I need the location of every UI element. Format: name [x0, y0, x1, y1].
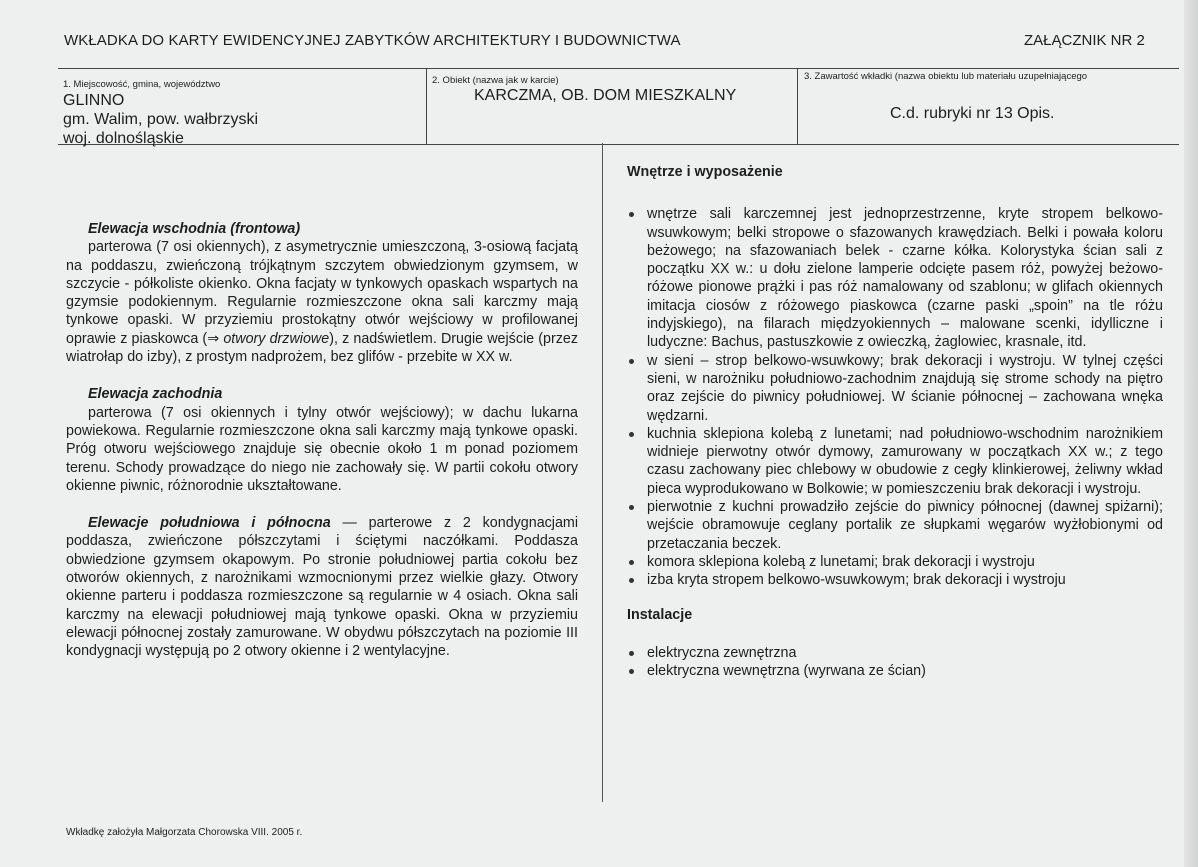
- document-title: WKŁADKA DO KARTY EWIDENCYJNEJ ZABYTKÓW ARCHITEKTURY I BUDOWNICTWA: [64, 32, 681, 49]
- object-box: [426, 69, 798, 144]
- east-elevation-text-end: ), z nadświetlem. Drugie wejście (przez wiatrołap do izby), z prostym nadprożem, bez glifów - przebite w XX w.: [66, 330, 578, 366]
- location-voivodeship: woj. dolnośląskie: [63, 130, 184, 147]
- object-name: KARCZMA, OB. DOM MIESZKALNY: [474, 87, 737, 104]
- list-item: wnętrze sali karczemnej jest jednoprzestrzenne, kryte stropem belkowo-wsuwkowym; belki stropowe o sfazowanych krawędziach. Belki i powała koloru beżowego; na sfazowaniach belek - czarne kółka. Kolorystyka ścian sali z początku XX w.: u dołu zielone lamperie odcięte pasem róż, powyżej beżowo-różowe pionowe prążki i pas róż namalowany od szablonu; w glifach okiennych imitacja ciosów z różowego piaskowca (czarne paski „spoin” na tle różu indyjskiego), na filarach międzyokiennych – malowane scenki, idylliczne i ludyczne: Bachus, pastuszkowie z owieczką, żaglowiec, krasnale, itd.: [627, 205, 1163, 351]
- interior-heading: Wnętrze i wyposażenie: [627, 164, 783, 180]
- list-item: elektryczna zewnętrzna: [627, 644, 1163, 662]
- location-box: [58, 69, 425, 147]
- list-item: elektryczna wewnętrzna (wyrwana ze ścian): [627, 662, 1163, 680]
- east-elevation-text: parterowa (7 osi okiennych), z asymetrycznie umieszczoną, 3-osiową facjatą na poddaszu, zwieńczoną trójkątnym szczytem obwiedzionym gzymsem, w szczycie - półkoliste okienko. Okna facjaty w tynkowych opaskach wspartych na gzymsie podokiennym. Regularnie rozmieszczone okna sali karczmy mają tynkowe opaski. W przyziemiu prostokątny otwór wejściowy w profilowanej oprawie z piaskowca (⇒: [66, 239, 578, 347]
- south-north-elevation-section: [66, 514, 578, 660]
- info-boxes: [58, 68, 1179, 145]
- east-elevation-section: [66, 220, 578, 366]
- installations-heading: Instalacje: [627, 606, 693, 623]
- interior-column: [627, 163, 1163, 680]
- location-label: 1. Miejscowość, gmina, województwo: [63, 79, 221, 90]
- object-label: 2. Obiekt (nazwa jak w karcie): [432, 75, 559, 86]
- south-north-elevation-text: — parterowe z 2 kondygnacjami poddasza, zwieńczone półszczytami i ściętymi naczółkami. Poddasza obwiedzione gzymsem okapowym. Po stronie południowej partia cokołu bez otworów okiennych, z narożnikami wzmocnionymi przez wielkie głazy. Otwory okienne parteru i poddasza rozmieszczone są regularnie w 4 osiach. Okna sali karczmy na elewacji południowej mają tynkowe opaski. Okna w przyziemiu elewacji północnej zostały zamurowane. W obydwu półszczytach na poziomie III kondygnacji występują po 2 otwory okienne i 2 wentylacyjne.: [66, 515, 579, 660]
- list-item: izba kryta stropem belkowo-wsuwkowym; brak dekoracji i wystroju: [627, 571, 1163, 589]
- south-north-elevation-heading: Elewacje południowa i północna: [88, 515, 331, 532]
- list-item: komora sklepiona kolebą z lunetami; brak dekoracji i wystroju: [627, 553, 1163, 571]
- content-box: [797, 69, 1180, 144]
- location-town: GLINNO: [63, 92, 125, 109]
- doorway-reference: otwory drzwiowe: [223, 330, 330, 347]
- list-item: kuchnia sklepiona kolebą z lunetami; nad południowo-wschodnim narożnikiem widnieje pierwotny otwór dymowy, zamurowany w początkach XX w.; z tego czasu zachowany piec chlebowy w obudowie z cegły klinkierowej, żeliwny wkład pieca wyprodukowano w Bolkowie; w pomieszczeniu brak dekoracji i wystroju.: [627, 425, 1163, 498]
- interior-list: [627, 205, 1163, 589]
- author-footer: Wkładkę założyła Małgorzata Chorowska VIII. 2005 r.: [66, 827, 303, 838]
- location-commune: gm. Walim, pow. wałbrzyski: [63, 111, 258, 128]
- list-item: pierwotnie z kuchni prowadziło zejście do piwnicy północnej (dawnej spiżarni); wejście obramowuje ceglany portalik ze słupkami węgarów wyżłobionymi od przetaczania beczek.: [627, 498, 1163, 553]
- installations-list: [627, 644, 1163, 681]
- content-label: 3. Zawartość wkładki (nazwa obiektu lub materiału uzupełniającego: [804, 71, 1088, 82]
- content-value: C.d. rubryki nr 13 Opis.: [890, 105, 1055, 122]
- column-divider: [602, 143, 603, 802]
- west-elevation-section: [66, 385, 578, 495]
- elevations-column: [66, 220, 578, 661]
- east-elevation-heading: Elewacja wschodnia (frontowa): [88, 221, 301, 237]
- west-elevation-text: parterowa (7 osi okiennych i tylny otwór wejściowy); w dachu lukarna powiekowa. Regularnie rozmieszczone okna sali karczmy mają tynkowe opaski. Próg otworu wejściowego znajduje się obecnie około 1 m ponad poziomem terenu. Schody prowadzące do niego nie zachowały się. W partii cokołu otwory okienne piwnic, różnorodnie ukształtowane.: [66, 404, 578, 494]
- annex-number: ZAŁĄCZNIK NR 2: [1024, 32, 1145, 49]
- west-elevation-heading: Elewacja zachodnia: [88, 386, 223, 403]
- list-item: w sieni – strop belkowo-wsuwkowy; brak dekoracji i wystroju. W tylnej części sieni, w narożniku południowo-zachodnim znajdują się strome schody na piętro oraz zejście do piwnicy południowej. W ścianie północnej – zachowana wnęka wędzarni.: [627, 352, 1163, 425]
